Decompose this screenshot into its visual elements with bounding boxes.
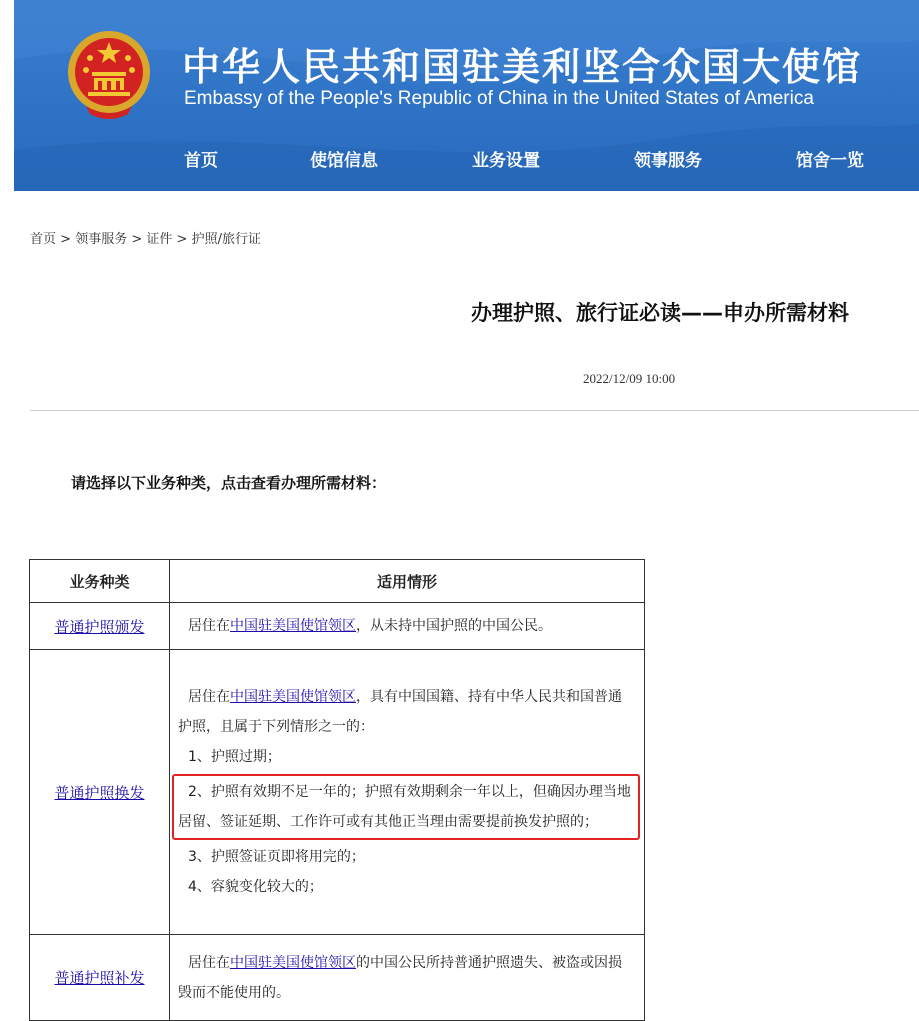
table-row: [30, 935, 645, 1021]
text: ，具有中国国籍、持有中华人民共和国普通护照，且属于下列情形之一的：: [178, 689, 622, 735]
nav-premises[interactable]: 馆舍一览: [796, 151, 864, 171]
highlight-box: [172, 774, 640, 840]
consular-district-link[interactable]: 中国驻美国使馆领区: [230, 618, 356, 634]
table-row: [30, 650, 645, 935]
nav-services[interactable]: 业务设置: [472, 151, 540, 171]
condition-item-highlighted: 2、护照有效期不足一年的；护照有效期剩余一年以上，但确因办理当地居留、签证延期、工作许可或有其他正当理由需要提前换发护照的；: [178, 784, 631, 830]
breadcrumb-passport[interactable]: 护照/旅行证: [191, 232, 261, 247]
service-type-cell: [30, 935, 170, 1021]
nav-consular-services[interactable]: 领事服务: [634, 151, 702, 171]
text: ，从未持中国护照的中国公民。: [356, 618, 552, 634]
site-title-chinese: 中华人民共和国驻美利坚合众国大使馆: [182, 45, 863, 89]
nav-embassy-info[interactable]: 使馆信息: [310, 151, 378, 171]
text: 居住在: [188, 689, 230, 705]
service-link-renewal[interactable]: 普通护照换发: [54, 783, 145, 802]
divider: [30, 410, 919, 411]
intro-text: 请选择以下业务种类，点击查看办理所需材料：: [71, 474, 387, 492]
article-date: 2022/12/09 10:00: [583, 371, 676, 386]
service-type-cell: [30, 603, 170, 650]
table-row: [30, 603, 645, 650]
text: 居住在: [188, 618, 230, 634]
conditions-cell: [170, 650, 645, 935]
site-header: [14, 0, 919, 191]
condition-item: 3、护照签证页即将用完的；: [188, 849, 365, 865]
article-title-row: [0, 297, 919, 327]
breadcrumb-consular[interactable]: 领事服务: [75, 232, 128, 247]
column-header-conditions: 适用情形: [170, 560, 645, 603]
service-type-cell: [30, 650, 170, 935]
condition-item: 1、护照过期；: [188, 749, 281, 765]
breadcrumb-home[interactable]: 首页: [30, 232, 57, 247]
condition-item: 4、容貌变化较大的；: [188, 879, 323, 895]
breadcrumb-separator: >: [172, 232, 192, 247]
service-table: [29, 559, 645, 1021]
main-navigation: [14, 146, 919, 172]
site-title-english: Embassy of the People's Republic of China in the United States of America: [184, 88, 814, 109]
condition-paragraph: [178, 682, 634, 742]
service-link-issue[interactable]: 普通护照颁发: [54, 617, 145, 636]
conditions-cell: [170, 935, 645, 1021]
breadcrumb-documents[interactable]: 证件: [146, 232, 173, 247]
service-link-replacement[interactable]: 普通护照补发: [54, 969, 145, 987]
breadcrumb-separator: >: [127, 232, 147, 247]
article-title: 办理护照、旅行证必读——申办所需材料: [471, 301, 849, 325]
consular-district-link[interactable]: 中国驻美国使馆领区: [230, 954, 356, 971]
condition-paragraph: [178, 948, 634, 1008]
national-emblem-logo[interactable]: [66, 28, 152, 120]
column-header-type: 业务种类: [30, 560, 170, 603]
breadcrumb-separator: >: [56, 232, 76, 247]
table-header-row: [30, 560, 645, 603]
text: 的中国公民所持普通护照遗失、被盗或因损毁而不能使用的。: [178, 954, 622, 1001]
breadcrumb: [30, 228, 261, 247]
text: 居住在: [188, 954, 230, 971]
condition-paragraph: [178, 611, 634, 641]
consular-district-link[interactable]: 中国驻美国使馆领区: [230, 689, 356, 705]
nav-home[interactable]: 首页: [184, 151, 218, 171]
conditions-cell: [170, 603, 645, 650]
